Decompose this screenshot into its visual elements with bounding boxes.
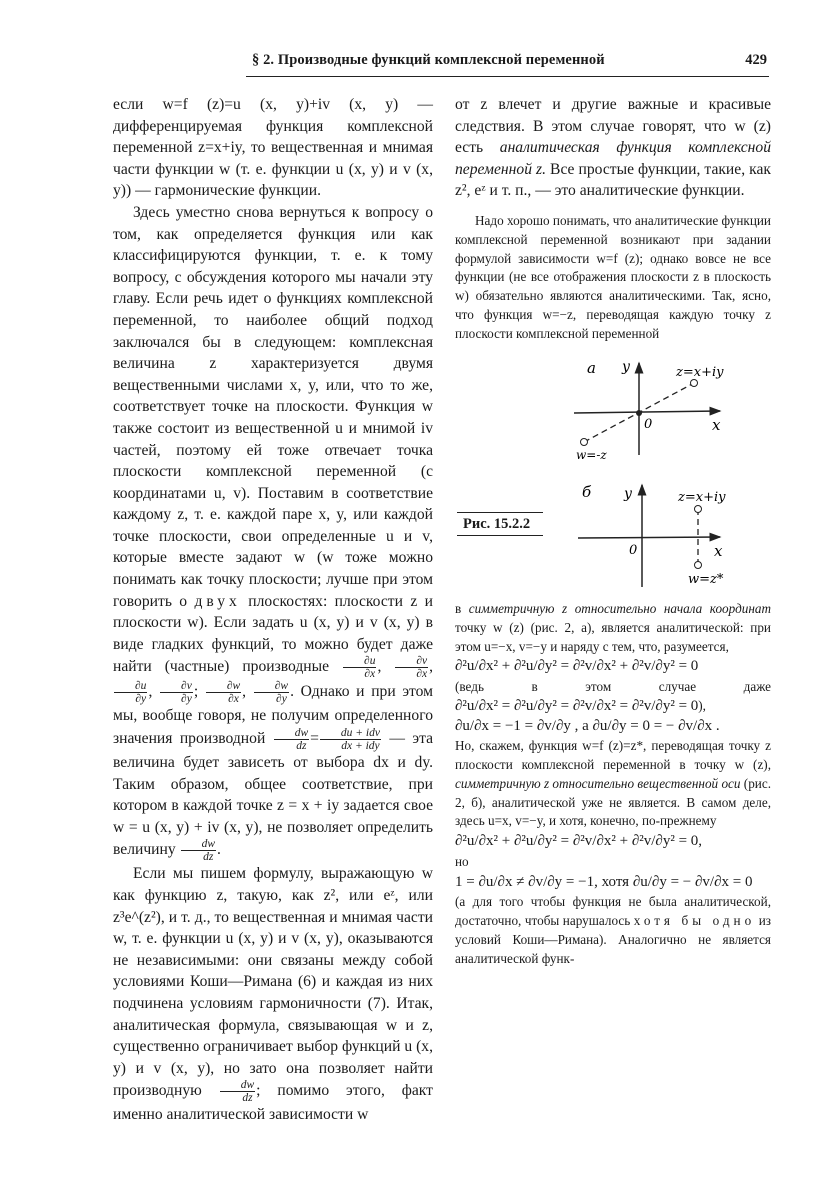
origin-dot <box>636 410 642 416</box>
point-z-label: z=x+iy <box>676 365 724 380</box>
text: . Однако и при этом мы, вообще говоря, не получим определенного значения производной <box>113 683 434 748</box>
fraction: $\frac{dw}{dz}$ <box>220 1079 255 1104</box>
text: Но, скажем, функция w=f (z)=z*, переводящая точку z плоскости комплексной переменной в точку w (z), <box>455 738 771 772</box>
paragraph: Надо хорошо понимать, что аналитические функции комплексной переменной возникают при задании формулой зависимости w=f (z); однако вовсе не все функции (не все отображения плоскости z в плоскость w) обязательно являются аналитическими. Так, ясно, что функция w=−z, переводящая каждую точку z плоскости комплексной переменной <box>455 212 771 341</box>
x-axis-label: x <box>712 416 721 434</box>
origin-label: 0 <box>644 417 653 432</box>
paragraph <box>455 737 771 831</box>
text: плоскостях: плоскости z и плоскости w). Если задать u (x, y) и v (x, y) в виде гладких функций, то можно будет даже найти (частные) производные <box>113 592 433 676</box>
equation: ∂u/∂x = −1 = ∂v/∂y , а ∂u/∂y = 0 = − ∂v/∂x . <box>455 717 720 734</box>
text: ведь в этом случае даже <box>459 678 771 694</box>
figure-15-2-2 <box>452 355 782 595</box>
running-title: § 2. Производные функций комплексной переменной <box>252 52 605 68</box>
x-axis <box>574 411 720 413</box>
paragraph <box>455 94 771 202</box>
y-axis-label: y <box>622 359 630 375</box>
point-w <box>581 439 588 446</box>
point-z <box>691 380 698 387</box>
text: (а для того чтобы функция не была аналитической, достаточно, чтобы нарушалось <box>455 894 771 928</box>
page-number: 429 <box>745 52 767 68</box>
fraction: $\frac{\partial v}{\partial x}$ <box>395 655 428 680</box>
fraction: $\frac{dw}{dz}$ <box>181 838 216 863</box>
point-w-label: w=z* <box>688 572 724 587</box>
text: Здесь уместно снова вернуться к вопросу о том, как определяется функция или как классифицируются функции, т. е. к тому вопросу, с обсуждения которого мы начали эту главу. Если речь идет о функциях комплексной переменной, то наиболее общий подход заключался бы в следующем: комплексная величина z характеризуется двумя вещественными числами x, y, или, что то же, соответствует точке на плоскости. Функция w также состоит из вещественной u и мнимой iv частей, поэтому ей тоже отвечает точка плоскости комплексной переменной (с координатами u, v). Поставим в соответствие каждому z, т. е. каждой паре x, y, или каждой точке плоскости, свои определенные u и v, которые вместе задают w (w тоже можно понимать как точку плоскости; лучше при этом говорить о <box>113 203 433 610</box>
text: ; помимо этого, факт именно аналитической зависимости w <box>113 1082 433 1124</box>
figure-caption: Рис. 15.2.2 <box>457 512 543 536</box>
equation: ∂²u/∂x² + ∂²u/∂y² = ∂²v/∂x² + ∂²v/∂y² = 0, <box>455 833 703 850</box>
spaced-emphasis: хотя бы одно <box>633 912 756 928</box>
point-z <box>695 506 702 513</box>
panel-label: б <box>582 483 592 501</box>
paragraph: Здесь уместно снова вернуться к вопросу о том, как определяется функция или как классифицируются функции, т. е. к тому вопросу, с обсуждения которого мы начали эту главу. Если речь идет о функциях комплексной переменной, то наиболее общий подход заключался бы в следующем: комплексная величина z характеризуется двумя вещественными числами x, y, или, что то же, соответствует точке на плоскости. Функция w также состоит из вещественной u и мнимой iv частей, поэтому ей тоже отвечает точка плоскости комплексной переменной (с координатами u, v). Поставим в соответствие каждому z, т. е. каждой паре x, y, или каждой точке плоскости, свои определенные u и v, которые вместе задают w (w тоже можно понимать как точку плоскости; лучше при этом говорить о двух плоскостях: плоскости z и плоскости w). Если задать u (x, y) и v (x, y) в виде гладких функций, то можно будет даже найти (частные) производные $\frac{\partial u}{\partial x}$ , $\frac{\partial v}{\partial x}$ , $\frac{\partial u}{\partial y}$ , $\frac{\partial v}{\partial y}$ ; $\frac{\partial w}{\partial x}$ , $\frac{\partial w}{\partial y}$ . Однако и при этом мы, вообще говоря, не получим определенного значения производной $\frac{dw}{dz}$ = $\frac{\text{du + idv}}{\text{dx + idy}}$ — эта величина будет зависеть от выбора dx и dy. Таким образом, общее соответствие, при котором в каждой точке z = x + iy задается свое w = u (x, y) + iv (x, y), не позволяет определить величину $\frac{dw}{dz}$ . <box>113 203 434 864</box>
point-w-label: w=-z <box>576 448 607 462</box>
equation: ∂²u/∂x² + ∂²u/∂y² = ∂²v/∂x² + ∂²v/∂y² = 0 <box>455 658 699 675</box>
paragraph <box>113 863 433 1126</box>
y-axis-label: y <box>624 486 632 502</box>
text: в <box>455 601 462 616</box>
paragraph <box>455 893 771 968</box>
italic-term: симметричную z относительно вещественной оси <box>455 775 741 791</box>
fraction: $\frac{\partial w}{\partial x}$ <box>206 680 241 705</box>
panel-label: а <box>587 359 596 377</box>
right-column <box>455 94 771 344</box>
paragraph <box>455 600 771 656</box>
point-w <box>695 562 702 569</box>
fraction: $\frac{\partial v}{\partial y}$ <box>160 680 193 705</box>
origin-label: 0 <box>629 543 638 558</box>
text: — эта величина будет зависеть от выбора dx и dy. Таким образом, общее соответствие, при котором в каждой точке z = x + iy задается свое w = u (x, y) + iv (x, y), не позволяет определить величину <box>113 730 433 859</box>
text: но <box>455 853 469 869</box>
x-axis <box>578 537 720 538</box>
fraction: $\frac{\partial w}{\partial y}$ <box>254 680 289 705</box>
text: точку w (z) (рис. 2, а), является аналитической: при этом u=−x, v=−y и наряду с тем, что, разумеется, <box>455 619 771 654</box>
equation: 1 = ∂u/∂x ≠ ∂v/∂y = −1, хотя ∂u/∂y = − ∂v/∂x = 0 <box>455 873 753 890</box>
equation: ∂²u/∂x² = ∂²u/∂y² = ∂²v/∂x² = ∂²v/∂y² = 0 <box>455 697 699 714</box>
text: из условий Коши—Римана). Аналогично не является аналитической функ- <box>455 912 772 966</box>
running-header <box>246 50 769 77</box>
left-column <box>113 94 433 1126</box>
italic-term: аналитическая функция комплексной переменной z. <box>455 139 771 178</box>
fraction: $\frac{\partial u}{\partial y}$ <box>114 680 147 705</box>
paragraph: если w=f (z)=u (x, y)+iv (x, y) — дифференцируемая функция комплексной переменной z=x+iy, то вещественная и мнимая части функции w (т. е. функции u (x, y) и v (x, y)) — гармонические функции. <box>113 96 433 200</box>
fraction: $\frac{\partial u}{\partial x}$ <box>343 655 376 680</box>
text: Все простые функции, такие, как z², eᶻ и т. п., — это аналитические функции. <box>455 160 771 200</box>
paragraph: (ведь в этом случае даже ∂²u/∂x² = ∂²u/∂y² = ∂²v/∂x² = ∂²v/∂y² = 0), <box>455 678 771 714</box>
fraction: $\frac{\text{du + idv}}{\text{dx + idy}}$ <box>320 727 381 752</box>
panel-a <box>574 359 724 462</box>
text: от z влечет и другие важные и красивые следствия. В этом случае говорят, что w (z) есть <box>455 96 771 157</box>
text: Если мы пишем формулу, выражающую w как функцию z, такую, как z², или eᶻ, или z³e^(z²), и т. д., то вещественная и мнимая части w, т. е. функции u (x, y) и v (x, y), оказываются не независимыми: они связаны между собой условиями Коши—Римана (6) и каждая из них подчинена условиям гармоничности (7). Итак, аналитическая формула, связывающая w и z, существенно ограничивает выбор функций u (x, y) и v (x, y), но зато она позволяет найти производную <box>113 865 433 1100</box>
panel-b <box>578 483 726 587</box>
spaced-emphasis: двух <box>194 592 241 610</box>
text: (рис. 2, б), аналитической уже не является. В самом деле, здесь u=x, v=−y, и хотя, конечно, по-прежнему <box>455 775 771 829</box>
italic-term: симметричную z относительно начала координат <box>468 601 771 616</box>
point-z-label: z=x+iy <box>678 490 726 505</box>
x-axis-label: x <box>714 542 723 560</box>
right-column-continued <box>455 600 771 968</box>
fraction: $\frac{dw}{dz}$ <box>274 727 309 752</box>
